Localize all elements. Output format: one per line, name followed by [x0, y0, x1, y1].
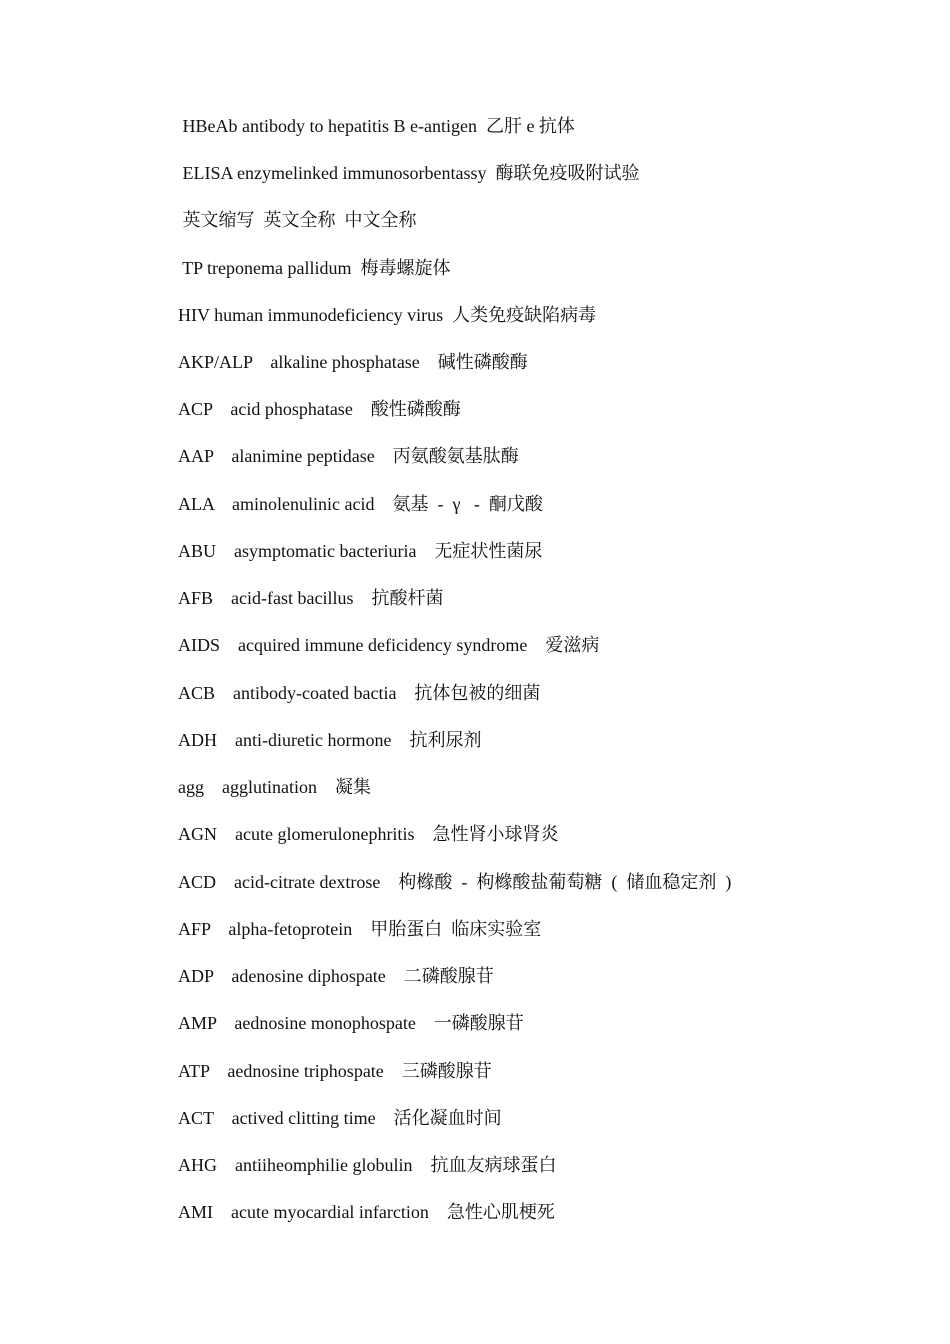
line-abu: ABU asymptomatic bacteriuria 无症状性菌尿	[178, 541, 543, 561]
line-tp: TP treponema pallidum 梅毒螺旋体	[178, 258, 451, 278]
line-hiv: HIV human immunodeficiency virus 人类免疫缺陷病毒	[178, 305, 597, 325]
line-header: 英文缩写 英文全称 中文全称	[178, 210, 417, 230]
line-agn: AGN acute glomerulonephritis 急性肾小球肾炎	[178, 824, 559, 844]
line-adh: ADH anti-diuretic hormone 抗利尿剂	[178, 730, 482, 750]
line-acp: ACP acid phosphatase 酸性磷酸酶	[178, 399, 461, 419]
line-aids: AIDS acquired immune deficidency syndrome 爱滋病	[178, 635, 600, 655]
line-aap: AAP alanimine peptidase 丙氨酸氨基肽酶	[178, 446, 519, 466]
line-afb: AFB acid-fast bacillus 抗酸杆菌	[178, 588, 444, 608]
line-hbeab: HBeAb antibody to hepatitis B e-antigen 乙肝 e 抗体	[178, 116, 575, 136]
line-acb: ACB antibody-coated bactia 抗体包被的细菌	[178, 683, 541, 703]
line-act: ACT actived clitting time 活化凝血时间	[178, 1108, 502, 1128]
line-acd: ACD acid-citrate dextrose 枸橼酸 - 枸橼酸盐葡萄糖 ( 储血稳定剂 )	[178, 872, 732, 892]
line-ahg: AHG antiiheomphilie globulin 抗血友病球蛋白	[178, 1155, 557, 1175]
line-akp-alp: AKP/ALP alkaline phosphatase 碱性磷酸酶	[178, 352, 528, 372]
line-adp: ADP adenosine diphospate 二磷酸腺苷	[178, 966, 494, 986]
line-ami: AMI acute myocardial infarction 急性心肌梗死	[178, 1202, 555, 1222]
line-ala: ALA aminolenulinic acid 氨基 - γ - 酮戊酸	[178, 494, 543, 514]
line-agg: agg agglutination 凝集	[178, 777, 371, 797]
line-atp: ATP aednosine triphospate 三磷酸腺苷	[178, 1061, 492, 1081]
line-elisa: ELISA enzymelinked immunosorbentassy 酶联免疫吸附试验	[178, 163, 640, 183]
line-afp: AFP alpha-fetoprotein 甲胎蛋白 临床实验室	[178, 919, 542, 939]
line-amp: AMP aednosine monophospate 一磷酸腺苷	[178, 1013, 524, 1033]
